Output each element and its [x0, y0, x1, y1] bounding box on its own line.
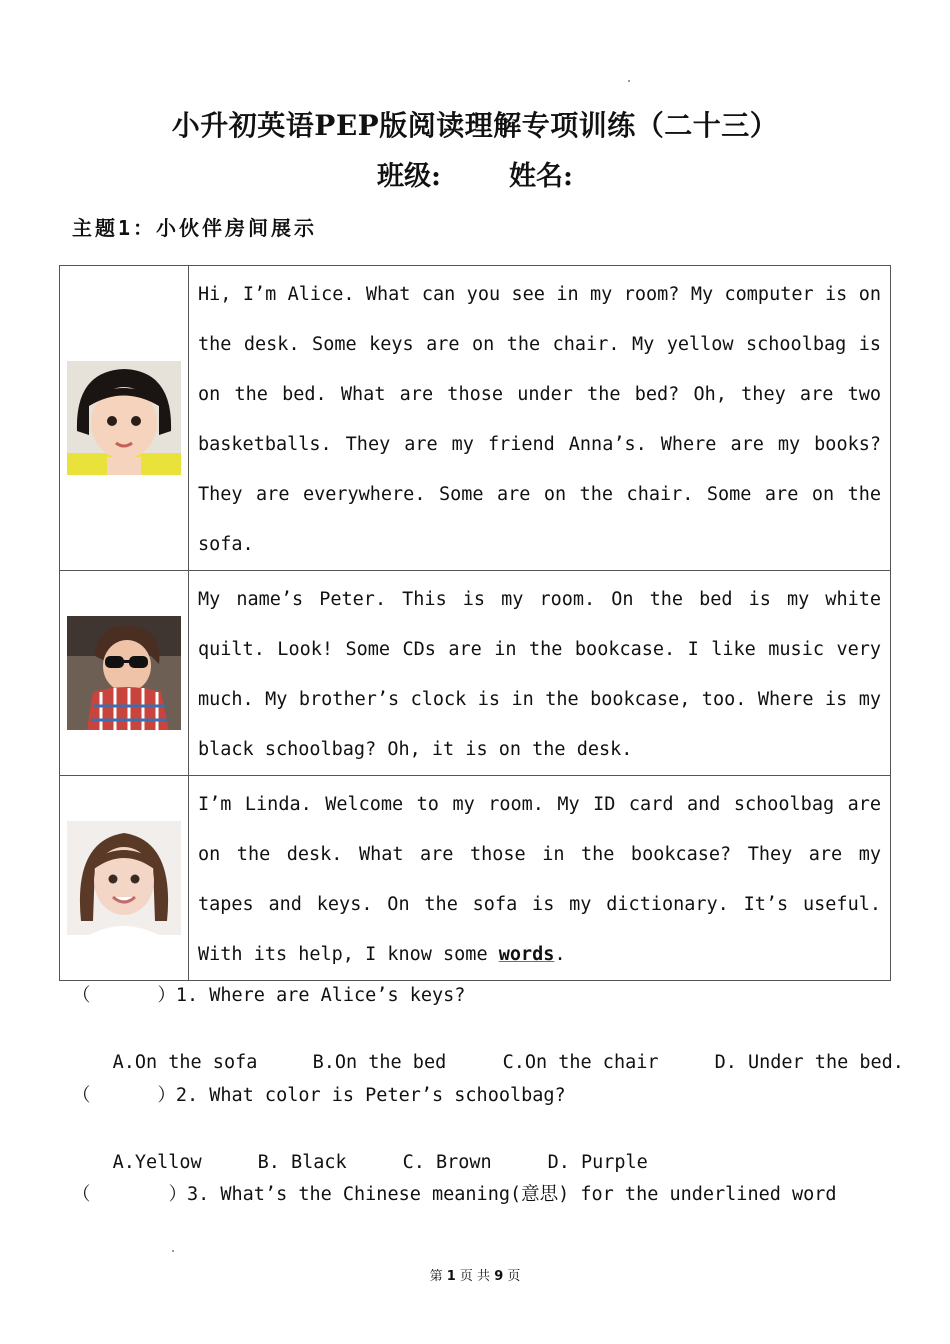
- option-c: C.On the chair: [502, 1052, 659, 1073]
- question-3: （ ）3. What’s the Chinese meaning(意思) for the underlined word: [72, 1184, 837, 1205]
- linda-passage: [198, 780, 881, 980]
- topic-heading: 主题1：小伙伴房间展示: [72, 216, 318, 240]
- option-a: A.Yellow: [112, 1152, 202, 1173]
- passage-cell: [189, 571, 891, 776]
- option-d: D. Under the bed.: [714, 1052, 904, 1073]
- linda-photo: [67, 821, 181, 935]
- peter-photo: [67, 616, 181, 730]
- underlined-word: words: [498, 944, 555, 965]
- page-total: 9: [494, 1269, 504, 1284]
- footer-prefix: 第: [429, 1269, 443, 1284]
- student-info: [0, 154, 950, 193]
- passage-row: [60, 571, 891, 776]
- photo-cell: [60, 776, 189, 981]
- scan-speck: [628, 80, 630, 82]
- passage-cell: [189, 776, 891, 981]
- footer-suffix: 页: [507, 1269, 521, 1284]
- option-b: B.On the bed: [312, 1052, 447, 1073]
- passage-row: [60, 266, 891, 571]
- scan-speck: [172, 1250, 174, 1252]
- peter-passage: My name’s Peter. This is my room. On the bed is my white quilt. Look! Some CDs are in the bookcase. I like music very much. My brother’s clock is in the bookcase, too. Where is my black schoolbag? Oh, it is on the desk.: [198, 589, 881, 760]
- worksheet-title: 小升初英语PEP版阅读理解专项训练（二十三）: [171, 109, 779, 142]
- footer-middle: 页 共: [459, 1269, 491, 1284]
- passage-cell: [189, 266, 891, 571]
- question-1: （ ）1. Where are Alice’s keys?: [72, 985, 466, 1006]
- alice-photo: [67, 361, 181, 475]
- photo-cell: [60, 571, 189, 776]
- question-2: （ ）2. What color is Peter’s schoolbag?: [72, 1085, 566, 1106]
- option-c: C. Brown: [402, 1152, 492, 1173]
- option-b: B. Black: [257, 1152, 347, 1173]
- passage-row: [60, 776, 891, 981]
- photo-cell: [60, 266, 189, 571]
- linda-passage-text: I’m Linda. Welcome to my room. My ID card and schoolbag are on the desk. What are those in the bookcase? They are my tapes and keys. On the sofa is my dictionary. It’s useful. With its help, I know some: [198, 794, 881, 965]
- passage-table: [59, 265, 891, 981]
- page-number: 1: [446, 1269, 456, 1284]
- alice-passage: Hi, I’m Alice. What can you see in my room? My computer is on the desk. Some keys are on the chair. My yellow schoolbag is on the bed. What are those under the bed? Oh, they are two basketballs. They are my friend Anna’s. Where are my books? They are everywhere. Some are on the chair. Some are on the sofa.: [198, 284, 881, 555]
- linda-passage-end: .: [554, 944, 566, 965]
- name-label: 姓名:: [509, 161, 573, 192]
- class-label: 班级:: [377, 161, 441, 192]
- option-d: D. Purple: [547, 1152, 648, 1173]
- page-footer: [0, 1265, 950, 1284]
- option-a: A.On the sofa: [112, 1052, 258, 1073]
